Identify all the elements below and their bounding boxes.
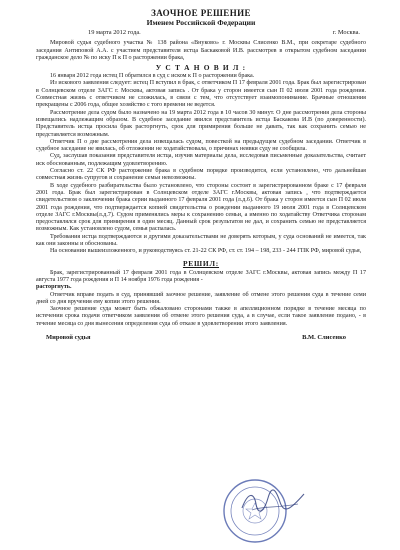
document-title: ЗАОЧНОЕ РЕШЕНИЕ [151,8,251,18]
reshil-paragraph: Брак, зарегистрированный 17 февраля 2001 года в Солнцевском отделе ЗАГС г.Москвы, актовая запись между П 17 августа 1977 года рождения и П 14 ноября 1976 года рождения - [36,269,366,283]
ustanovil-paragraph: На основании вышеизложенного, и руководствуясь ст. 21-22 СК РФ, ст. ст. 194 – 198, 233 - 244 ГПК РФ, мировой судья, [50,248,362,255]
final-paragraph: Заочное решение суда может быть обжаловано сторонами также в апелляционном порядке в течение месяца по истечении срока подачи ответчиком заявления об отмене этого решения суда, а в случае, если такое заявление подано, - в течение месяца со дня вынесения определения суда об отказе в удовлетворении этого заявления. [36,306,366,327]
judge-signature [238,486,308,516]
document-subtitle: Именем Российской Федерации [146,18,256,27]
dateline [88,29,360,36]
ustanovil-paragraph: Согласно ст. 22 СК РФ расторжение брака в судебном порядке производится, если установлено, что дальнейшая совместная жизнь супругов и сохранение семьи невозможны. [36,168,366,182]
signature-role: Мировой судья [46,333,91,341]
ustanovil-paragraph: Суд, заслушав показания представителя истца, изучив материалы дела, исследовав письменные доказательства, считает иск обоснованным, подлежащим удовлетворению. [36,153,366,167]
ustanovil-paragraph: Ответчик П о дне рассмотрения дела извещалась судом, повесткой на предыдущем судебном заседании. Ответчик в судебное заседание не явилась, об отложении не ходатайствовала, о причинах неявки суду не сообщила. [36,138,366,153]
ustanovil-paragraph: Из искового заявления следует: истец П вступил в брак, с ответчиком П 17 февраля 2001 года. Брак был зарегистрирован в Солнцевском отделе ЗАГС г. Москвы, актовая запись . От брака у сторон имеется сын П 02 июля 2001 года рождения. Совместная жизнь с ответчиком не сложилась, в связи с тем, что отсутствует взаимопонимание. Брачные отношения прекращены с 2006 года, общее хозяйство с того времени не ведется. [36,80,366,109]
signature-line [36,334,366,341]
rastorgnut-text: расторгнуть. [36,284,72,291]
intro-paragraph: Мировой судья судебного участка № 138 района «Внуково» г. Москвы Слисенко В.М., при секретаре судебного заседания Антиповой А.А. с участием представителя истца Баскаковой И.В. рассмотрев в открытом судебном заседании гражданское дело № по иску П к П о расторжении брака, [36,40,366,61]
decision-date: 19 марта 2012 года. [88,29,141,36]
final-paragraph: Ответчик вправе подать в суд, принявший заочное решение, заявление об отмене этого решения суда в течение семи дней со дня вручения ему копии этого решения. [36,291,366,305]
ustanovil-paragraph: В ходе судебного разбирательства было установлено, что стороны состоят в зарегистрированном браке с 17 февраля 2001 года. Брак был зарегистрирован в Солнцевском отделе ЗАГС г.Москвы, актовая запись , что подтверждается свидетельством о заключении брака серии выданного 17 февраля 2001 года (л.д.6). От брака у сторон имеется сын П 02 июля 2001 года рождения, что подтверждается копией свидетельства о рождении выданного 19 июля 2001 года в Солнцевском отделе ЗАГС г.Москвы(л.д.7). Судом применялись меры к сохранению семьи, а именно по ходатайству Ответчика сторонам предоставлялся срок для примирения в один месяц. Данный срок результатов не дал, и сохранить семью не представляется возможным. Как установлено судом, семья распалась. [36,182,366,233]
ustanovil-paragraph: Рассмотрение дела судом было назначено на 19 марта 2012 года в 10 часов 30 минут. О дне рассмотрения дела стороны извещались надлежащим образом. В судебное заседание явился представитель истца Баскакова И.В (по доверенности). Представитель истца просила брак расторгнуть, срок для примирения больше не давать, так как сохранить семью не представляется возможным. [36,109,366,138]
ustanovil-heading: У С Т А Н О В И Л : [155,63,247,73]
decision-city: г. Москва. [332,29,360,36]
reshil-heading: РЕШИЛ: [182,258,220,268]
ustanovil-paragraph: 16 января 2012 года истец П обратился в суд с иском к П о расторжении брака. [50,73,255,80]
signature-name: В.М. Слисенко [302,333,346,341]
ustanovil-paragraph: Требования истца подтверждаются и другими доказательствами не доверять которым, у суда оснований не имеется, так как они законны и обоснованы. [36,233,366,248]
